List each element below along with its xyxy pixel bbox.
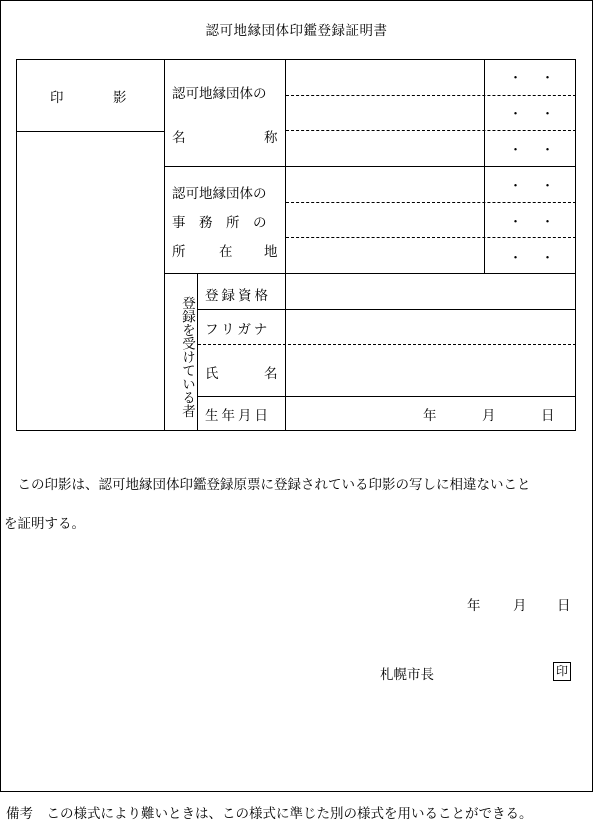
name-row-divider-2 [286,130,576,131]
office-dots-1: ・・ [509,179,574,194]
office-row-divider-2 [286,237,576,238]
office-dots-2: ・・ [509,215,574,230]
seal-label-a: 印 [50,90,64,106]
issue-date-day: 日 [557,598,571,614]
birth-month-unit: 月 [482,408,496,424]
office-label-line2: 事 務 所 の [172,215,267,231]
office-label-3a: 所 [172,244,186,260]
seal-label-b: 影 [113,90,127,106]
name-label-2a: 名 [172,130,186,146]
table-border-bottom [16,430,576,431]
table-border-right [575,59,576,431]
furigana-divider [198,344,576,345]
seal-impression-area [17,132,164,430]
reg-name-label-b: 名 [264,366,278,382]
office-label-3c: 地 [264,244,278,260]
issue-date-year: 年 [467,598,481,614]
name-label-line1: 認可地縁団体の [172,86,267,102]
office-row-divider-1 [286,202,576,203]
registrant-vertical-label: 登録を受けている者 [179,296,195,418]
name-label-2b: 称 [264,130,278,146]
certification-text-line2: を証明する。 [4,516,85,532]
official-seal-mark: 印 [553,662,571,681]
office-label-line1: 認可地縁団体の [172,186,267,202]
birth-day-unit: 日 [541,408,555,424]
reg-birth-label: 生年月日 [205,408,271,424]
name-row-divider-1 [286,95,576,96]
registrant-vertical-divider [197,274,198,431]
name-section-divider [164,166,576,167]
name-dots-3: ・・ [509,143,574,158]
mayor-title: 札幌市長 [380,667,434,683]
office-section-divider [164,273,576,274]
document-title: 認可地縁団体印鑑登録証明書 [205,23,388,39]
qualification-divider [197,309,576,310]
table-border-top [16,59,576,60]
birth-year-unit: 年 [423,408,437,424]
reg-name-label-a: 氏 [205,366,219,382]
office-label-3b: 在 [219,244,233,260]
reg-furigana-label: フリガナ [205,322,271,338]
name-dots-1: ・・ [509,71,574,86]
certification-text-line1: この印影は、認可地縁団体印鑑登録原票に登録されている印影の写しに相違ないこと [4,477,531,493]
name-dots-2: ・・ [509,107,574,122]
remark-note: 備考 この様式により難いときは、この様式に準じた別の様式を用いることができる。 [6,806,533,822]
issue-date-month: 月 [513,598,527,614]
name-birth-divider [197,396,576,397]
reg-qualification-label: 登録資格 [205,288,271,304]
label-column-divider [285,59,286,431]
office-dots-3: ・・ [509,251,574,266]
